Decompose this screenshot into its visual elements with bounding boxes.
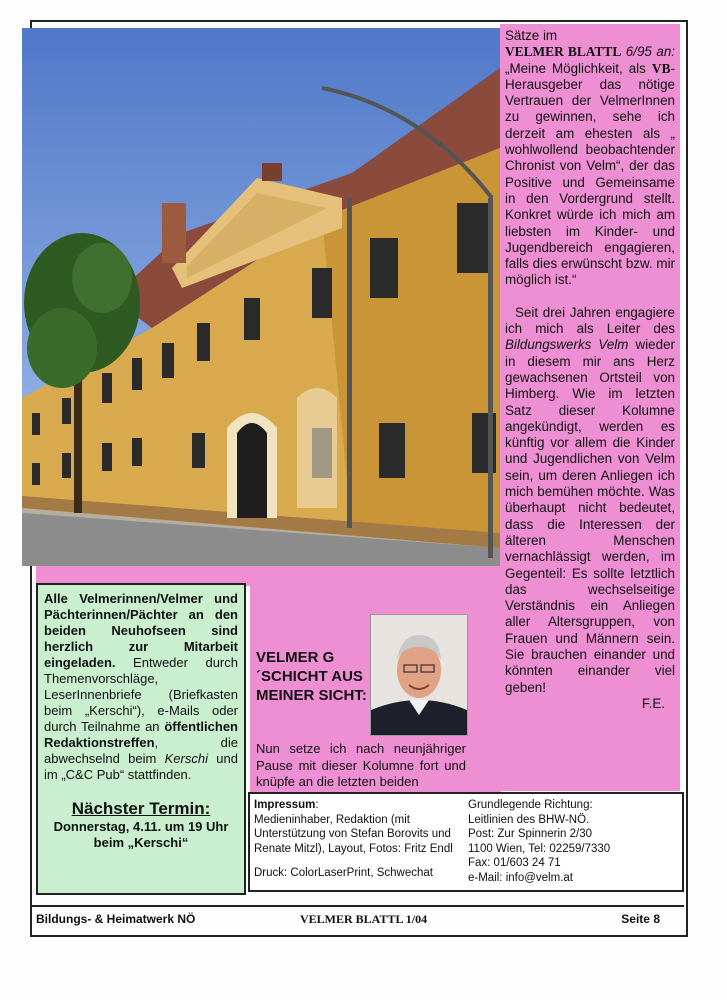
- article-sidebar-column: [500, 24, 680, 791]
- text-fragment: wieder in diesem mir ans Herz gewachsenen Ortsteil von Himberg. Wie im letzten Satz dieser Kolumne angekündigt, werden es künftig vor allem die Kinder und Jugendlichen von Velm sein, um deren Anliegen ich mich bemühen möchte. Was überhaupt nicht bedeutet, dass die Interessen der älteren Menschen vernachlässigt werden, im Gegenteil: Es sollte letztlich das wechselseitige Verständnis ein Anliegen aller Altersgruppen, von Frauen und Männern sein. Sie brauchen einander und könnten einander viel geben!: [505, 337, 675, 695]
- sidebar-paragraph-1: [505, 28, 675, 289]
- issue-number: 6/95 an:: [625, 44, 675, 60]
- kerschi-name: Kerschi: [164, 751, 208, 766]
- invitation-text: [44, 591, 238, 783]
- text-fragment: und im „C&C Pub“ stattfinden.: [44, 751, 238, 782]
- page-footer: [30, 905, 684, 931]
- pink-filler: [467, 566, 501, 792]
- text-fragment: „Meine Möglichkeit, als: [505, 60, 646, 76]
- text-fragment: Entweder durch Themenvorschläge, LeserInnenbriefe (Briefkasten beim „Kerschi“), e-Mails oder durch Teilnahme an: [44, 655, 238, 734]
- text-fragment: , die abwechselnd beim: [44, 735, 238, 766]
- impressum-box: [248, 792, 684, 892]
- impressum-city: 1100 Wien, Tel: 02259/7330: [468, 842, 611, 855]
- building-photo: [22, 28, 500, 566]
- impressum-right: [468, 798, 682, 885]
- brand-name: VELMER BLATTL: [505, 44, 622, 60]
- author-portrait: [370, 614, 468, 736]
- next-meeting-date: Donnerstag, 4.11. um 19 Uhr: [53, 819, 229, 834]
- impressum-fax: Fax: 01/603 24 71: [468, 857, 561, 869]
- text-fragment: Seit drei Jahren engagiere ich mich als Leiter des: [505, 304, 675, 337]
- text-fragment: -Herausgeber das nötige Vertrauen der VelmerInnen zu gewinnen, sehe ich derzeit am ehesten als „ wohlwollend beobachtender Chronist von Velm“, der das Positive und Gemeinsame in den Vordergrund stellt. Konkret würde ich mich am liebsten im Kinder- und Jugendbereich engagieren, falls dies erwünscht bzw. mir möglich ist.“: [505, 60, 675, 288]
- sidebar-paragraph-2: [505, 305, 675, 696]
- invitation-intro: Alle Velmerinnen/Velmer und Pächterinnen/Pächter an den beiden Neuhofseen sind herzlich zur Mitarbeit eingeladen.: [44, 591, 238, 670]
- vb-abbreviation: VB: [651, 60, 671, 76]
- impressum-text: Medieninhaber, Redaktion (mit Unterstützung von Stefan Borovits und Renate Mitzl), Layout, Fotos: Fritz Endl: [254, 813, 453, 855]
- bildungswerk-name: Bildungswerks Velm: [505, 337, 629, 353]
- next-meeting-place: beim „Kerschi“: [93, 835, 189, 850]
- text-fragment: Sätze im: [505, 28, 558, 43]
- impressum-post: Post: Zur Spinnerin 2/30: [468, 828, 593, 840]
- footer-page-number: Seite 8: [621, 912, 660, 926]
- impressum-title: Impressum: [254, 799, 316, 811]
- editorial-meetings: öffentlichen Redaktionstreffen: [44, 719, 238, 750]
- invitation-box: [36, 583, 246, 895]
- footer-publisher: Bildungs- & Heimatwerk NÖ: [36, 912, 196, 926]
- footer-issue: VELMER BLATTL 1/04: [300, 912, 428, 926]
- impressum-druck: Druck: ColorLaserPrint, Schwechat: [254, 867, 433, 879]
- impressum-email[interactable]: e-Mail: info@velm.at: [468, 871, 573, 884]
- signature: F.E.: [641, 695, 665, 711]
- column-title: VELMER G´SCHICHT AUS MEINER SICHT:: [256, 649, 367, 704]
- next-meeting-title: Nächster Termin:: [71, 799, 211, 818]
- impressum-left: Impressum: Medieninhaber, Redaktion (mit Unterstützung von Stefan Borovits und Renate Mitzl), Layout, Fotos: Fritz Endl Druck: ColorLaserPrint, Schwechat: [254, 798, 464, 881]
- impressum-richtung: Grundlegende Richtung:: [468, 799, 593, 811]
- column-text: Nun setze ich nach neunjähriger Pause mit dieser Kolumne fort und knüpfe an die letzten beiden: [256, 741, 466, 789]
- impressum-leitlinien: Leitlinien des BHW-NÖ.: [468, 813, 590, 826]
